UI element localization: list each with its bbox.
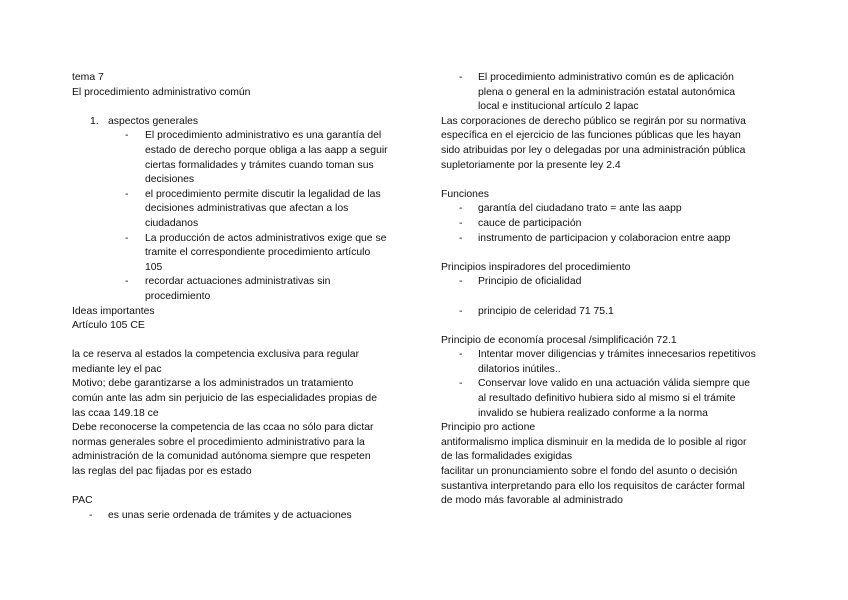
list-item: - principio de celeridad 71 75.1 <box>441 305 791 320</box>
dash-bullet: - <box>125 130 129 142</box>
dash-bullet: - <box>125 276 129 288</box>
dash-bullet: - <box>459 349 463 361</box>
dash-bullet: - <box>125 232 129 244</box>
left-column <box>72 71 412 523</box>
section-heading <box>72 115 412 130</box>
list-item: - Intentar mover diligencias y trámites innecesarios repetitivos dilatorios inútiles.. <box>459 349 756 375</box>
paragraph: antiformalismo implica disminuir en la medida de lo posible al rigor de las formalidades exigidas facilitar un pronunciamiento sobre el fondo del asunto o decisión sustantiva interpretando para ello los requisitos de carácter formal de modo más favorable al administrado <box>441 436 747 507</box>
dash-bullet: - <box>125 188 129 200</box>
list-item: - Conservar love valido en una actuación válida siempre que al resultado definitivo hubiera sido al mismo si el trámite invalido se hubiera realizado conforme a la norma <box>459 378 751 419</box>
dash-bullet: - <box>459 276 463 288</box>
list-item: - recordar actuaciones administrativas sin procedimiento <box>125 276 331 302</box>
dash-bullet: - <box>459 305 463 317</box>
list-item: - El procedimiento administrativo es una garantía del estado de derecho porque obliga a las aapp a seguir ciertas formalidades y trámites cuando toman sus decisiones <box>125 130 388 186</box>
list-item: - el procedimiento permite discutir la legalidad de las decisiones administrativas que afectan a los ciudadanos <box>125 188 381 229</box>
paragraph: Motivo; debe garantizarse a los administrados un tratamiento común ante las adm sin perjuicio de las especialidades propias de las ccaa 149.18 ce <box>72 378 377 419</box>
dash-bullet: - <box>459 232 463 244</box>
list-item: - El procedimiento administrativo común es de aplicación plena o general en la administración estatal autonómica local e institucional artículo 2 lapac <box>459 72 736 113</box>
ideas-heading: Ideas importantes <box>72 305 155 317</box>
list-item: - cauce de participación <box>441 217 791 232</box>
section-number: 1. <box>90 115 99 127</box>
section-title: aspectos generales <box>108 115 199 127</box>
paragraph: la ce reserva al estados la competencia exclusiva para regular mediante ley el pac <box>72 349 360 375</box>
doc-title: tema 7 <box>72 72 104 83</box>
dash-bullet: - <box>89 509 93 521</box>
list-item: - Principio de oficialidad <box>441 275 791 290</box>
funciones-heading: Funciones <box>441 188 489 200</box>
dash-bullet: - <box>459 72 463 83</box>
doc-subtitle: El procedimiento administrativo común <box>72 86 251 98</box>
list-item: - La producción de actos administrativos exige que se tramite el correspondiente procedimiento artículo 105 <box>125 232 387 273</box>
list-item: - garantía del ciudadano trato = ante las aapp <box>441 202 791 217</box>
pro-actione-heading: Principio pro actione <box>441 422 536 434</box>
article-reference: Artículo 105 CE <box>72 320 145 332</box>
paragraph: Las corporaciones de derecho público se regirán por su normativa específica en el ejercicio de las funciones públicas que les hayan sido atribuidas por ley o delegadas por una administración pública supletoriamente por la presente ley 2.4 <box>441 115 746 171</box>
paragraph: Debe reconocerse la competencia de las ccaa no sólo para dictar normas generales sobre el procedimiento administrativo para la administración de la comunidad autónoma siempre que respeten las reglas del pac fijadas por es estado <box>72 422 374 478</box>
dash-bullet: - <box>459 378 463 390</box>
pac-heading: PAC <box>72 495 93 507</box>
right-column <box>441 71 791 509</box>
list-item: - instrumento de participacion y colaboracion entre aapp <box>441 232 791 247</box>
dash-bullet: - <box>459 217 463 229</box>
dash-bullet: - <box>459 203 463 215</box>
economia-heading: Principio de economía procesal /simplificación 72.1 <box>441 334 677 346</box>
list-item: - es unas serie ordenada de trámites y de actuaciones <box>72 509 412 524</box>
principios-heading: Principios inspiradores del procedimiento <box>441 261 631 273</box>
